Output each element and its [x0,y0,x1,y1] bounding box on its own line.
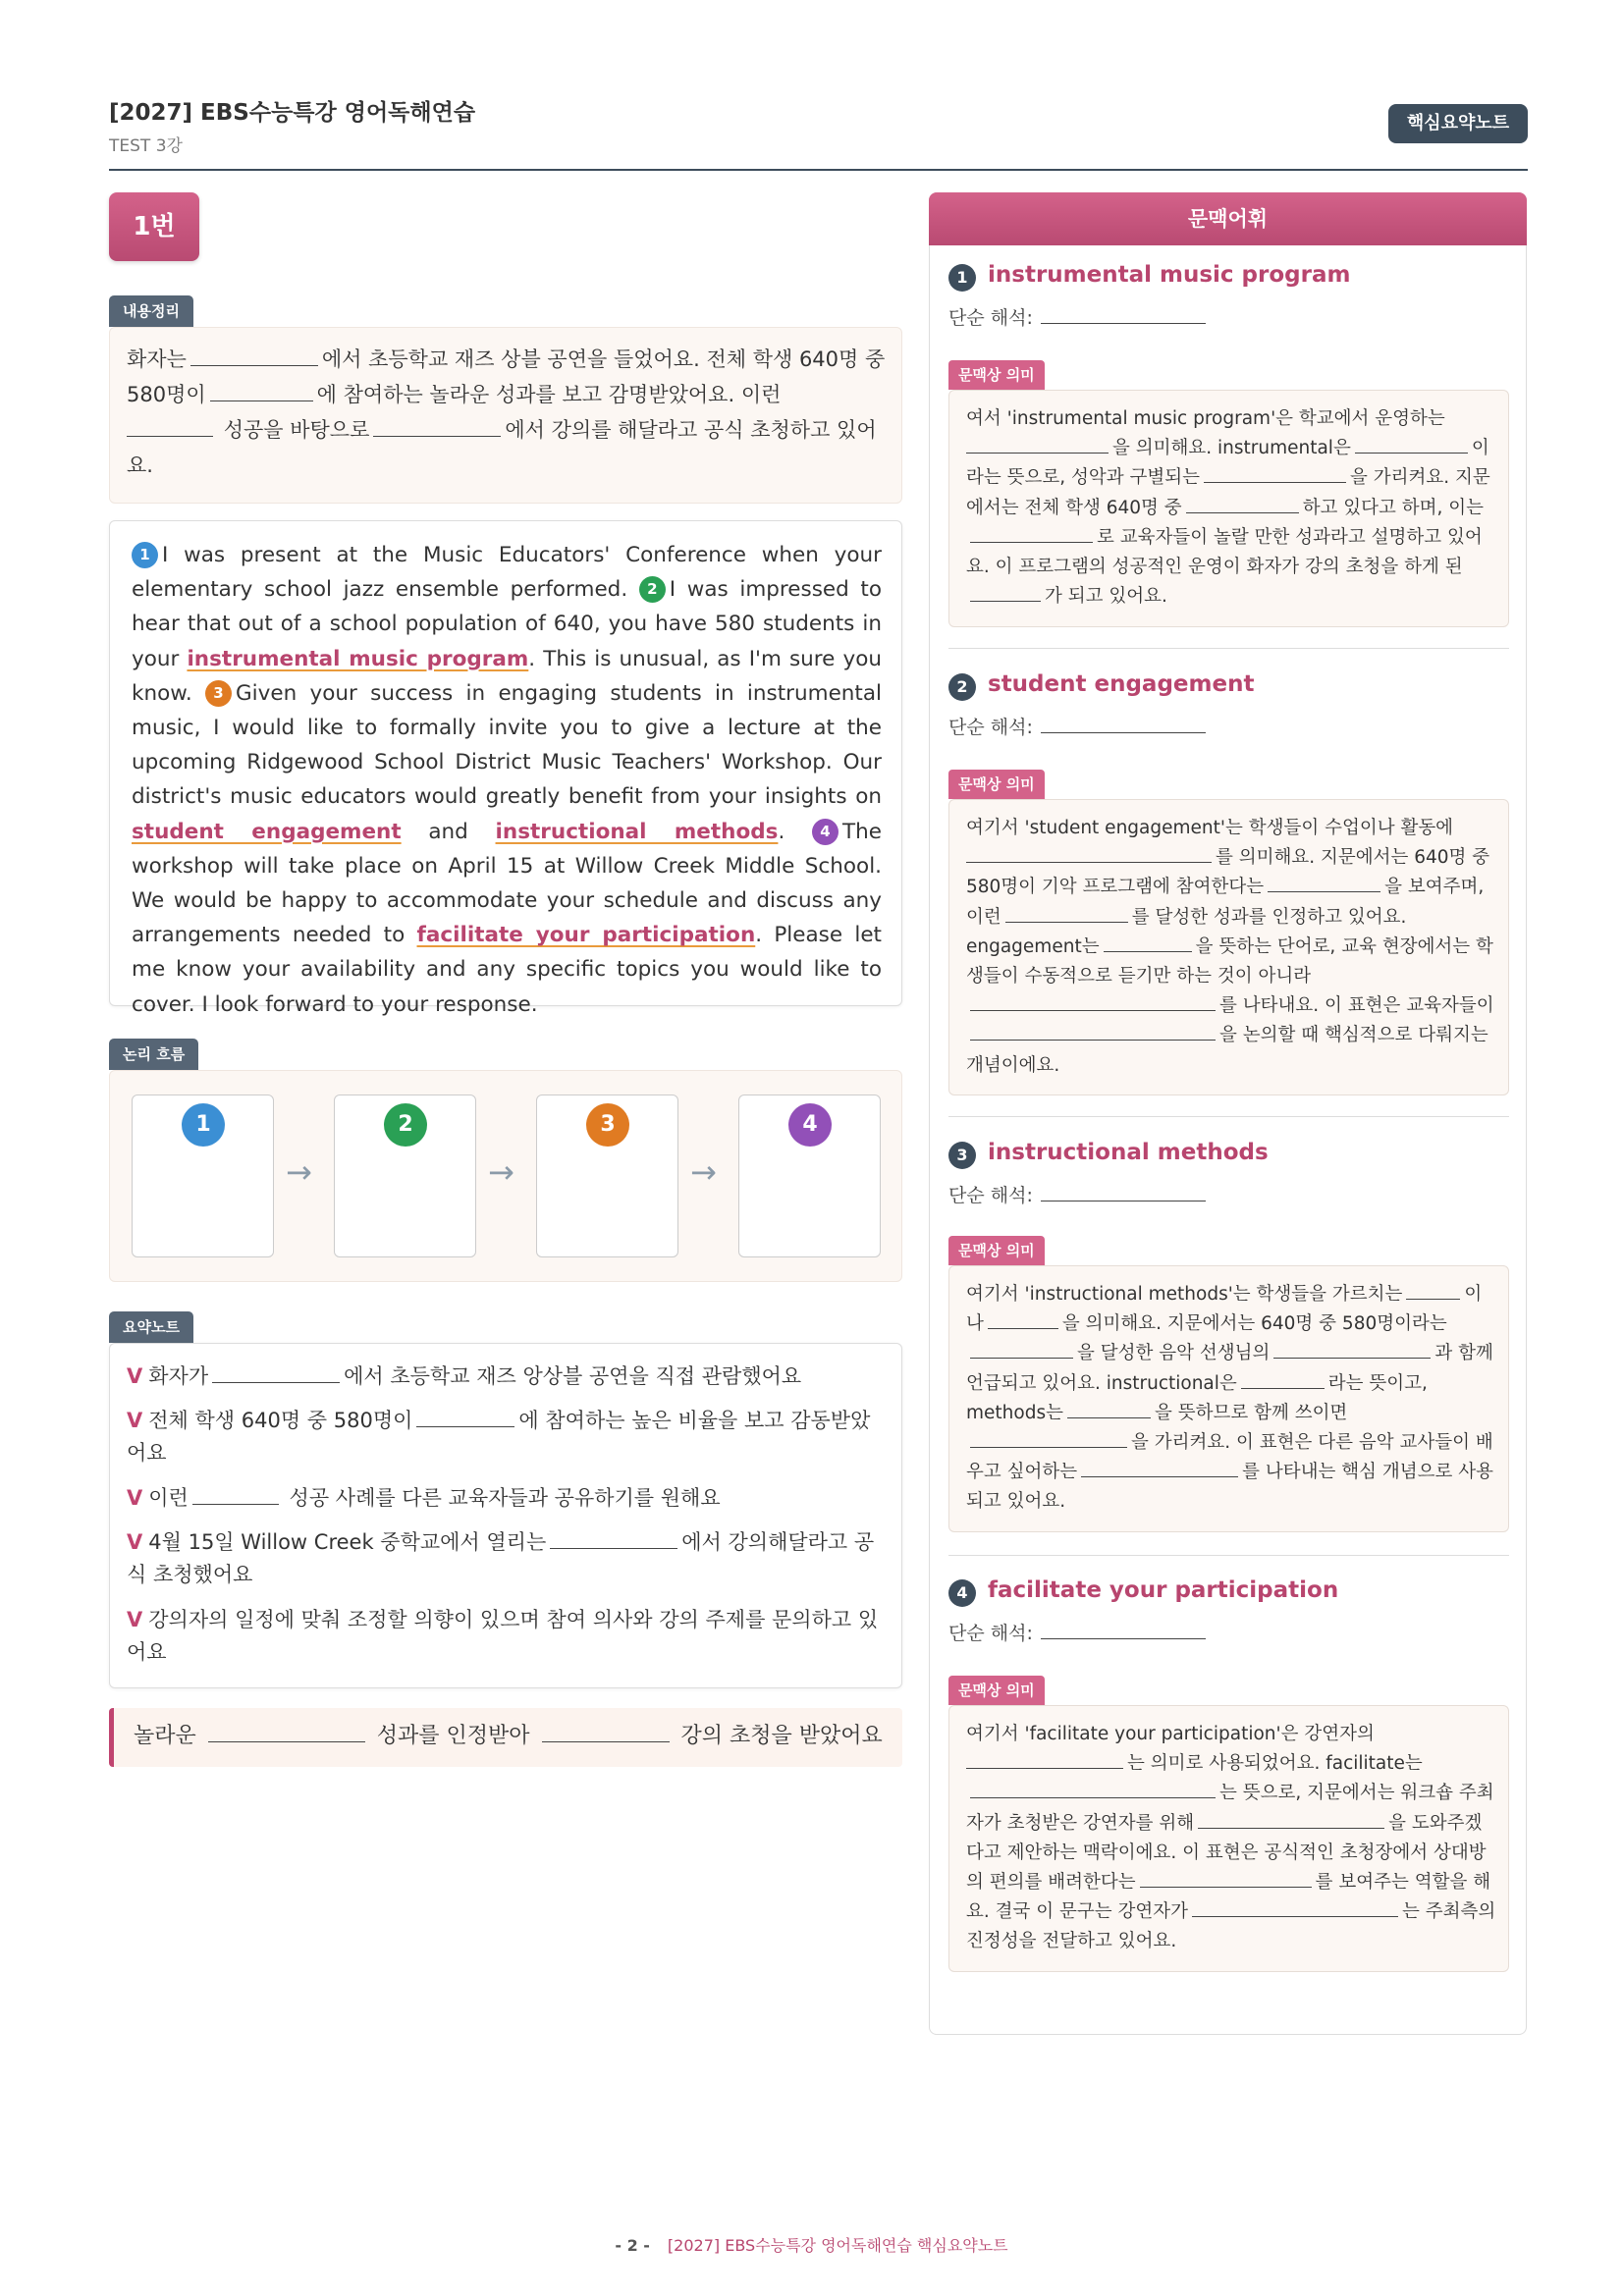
blank[interactable] [1198,1809,1384,1828]
page-footer [0,2233,1623,2256]
blank[interactable] [190,345,318,366]
flow-step-number-2: 2 [384,1103,427,1147]
blank[interactable] [970,1022,1216,1041]
sentence-number-1: 1 [132,542,158,568]
blank[interactable] [1192,1898,1398,1917]
blank[interactable] [966,1750,1123,1769]
flow-step-number-3: 3 [586,1103,629,1147]
blank[interactable] [127,415,213,437]
sentence-number-3: 3 [205,680,232,707]
context-meaning-text-2: 여기서 'student engagement'는 학생들이 수업이나 활동에 를 의미해요. 지문에서는 640명 중 580명이 기악 프로그램에 참여한다는 을 보여주며, 이런 를 달성한 성과를 인정하고 있어요. engagement는 을 뜻하는 단어로, 교육 현장에서는 학생들이 수동적으로 듣기만 하는 것이 아니라를 나타내요. 이 표현은 교육자들이을 논의할 때 핵심적으로 다뤄지는 개념이에요. [966,818,1494,1076]
flow-arrow-icon: → [690,1153,717,1191]
context-meaning-tag: 문맥상 의미 [948,1676,1045,1705]
flow-step-number-1: 1 [182,1103,225,1147]
simple-translation-4: 단순 해석: [948,1619,1210,1645]
blank[interactable] [1268,874,1380,892]
highlight-instructional-methods: instructional methods [495,819,779,844]
question-number-badge: 1번 [109,192,199,261]
context-meaning-tag: 문맥상 의미 [948,1236,1045,1265]
blank[interactable] [966,435,1109,454]
simple-translation-2: 단순 해석: [948,713,1210,739]
blank[interactable] [550,1527,677,1549]
document-subtitle: TEST 3강 [109,136,183,156]
logic-flow-tag: 논리 흐름 [109,1039,198,1070]
blank[interactable] [1081,1459,1238,1477]
passage-text: 1 I was present at the Music Educators' Conference when your elementary school jazz ensemble performed. 2 I was impressed to hear that out of a school population of 640, you have 580 students in your instrumental music program. This is unusual, as I'm sure you know. 3 Given your success in engaging students in instrumental music, I would like to formally invite you to give a lecture at the upcoming Ridgewood School District Music Teachers' Workshop. Our district's music educators would greatly benefit from your insights on student engagement and instructional methods. 4 The workshop will take place on April 15 at Willow Creek Middle School. We would be happy to accommodate your schedule and discuss any arrangements needed to facilitate your participation. Please let me know your availability and any specific topics you would like to cover. I look forward to your response. [132,543,882,1017]
footer-text: [2027] EBS수능특강 영어독해연습 핵심요약노트 [667,2236,1008,2255]
vocab-number-2: 2 [948,673,976,701]
blank[interactable] [373,415,501,437]
blank[interactable] [1104,933,1192,951]
vocab-term-1: instrumental music program [988,262,1351,288]
blank[interactable] [970,1780,1216,1798]
blank[interactable] [1140,1869,1312,1888]
blank[interactable] [970,583,1041,602]
blank[interactable] [1067,1399,1151,1417]
blank[interactable] [970,1429,1127,1448]
blank[interactable] [1241,1369,1325,1388]
blank[interactable] [210,380,313,401]
simple-translation-1: 단순 해석: [948,303,1210,330]
summary-note-item: V 전체 학생 640명 중 580명이 에 참여하는 높은 비율을 보고 감동받았어요 [127,1405,883,1469]
context-meaning-text-1: 여서 'instrumental music program'은 학교에서 운영하는 을 의미해요. instrumental은 이라는 뜻으로, 성악과 구별되는 을 가리켜요. 지문에서는 전체 학생 640명 중 하고 있다고 하며, 이는로 교육자들이 놀랄 만한 성과라고 설명하고 있어요. 이 프로그램의 성공적인 운영이 화자가 강의 초청을 하게 된가 되고 있어요. [966,408,1490,608]
blank[interactable] [192,1483,279,1505]
vocab-panel-title: 문맥어휘 [929,192,1527,245]
context-meaning-tag: 문맥상 의미 [948,360,1045,390]
vocab-term-2: student engagement [988,671,1255,697]
blank[interactable] [542,1720,670,1742]
flow-step-number-4: 4 [788,1103,832,1147]
final-summary-text: 놀라운 성과를 인정받아 강의 초청을 받았어요 [134,1717,883,1756]
simple-translation-3: 단순 해석: [948,1181,1210,1207]
blank[interactable] [212,1362,340,1383]
sentence-number-4: 4 [812,819,839,845]
vocab-number-4: 4 [948,1579,976,1607]
page-number: - 2 - [615,2236,650,2255]
document-title: [2027] EBS수능특강 영어독해연습 [109,100,476,126]
blank[interactable] [208,1720,365,1742]
blank[interactable] [1041,304,1206,324]
blank[interactable] [1041,1182,1206,1201]
vocab-number-1: 1 [948,264,976,292]
blank[interactable] [970,1340,1073,1359]
header-divider [109,169,1528,171]
vocab-separator [948,1555,1509,1556]
blank[interactable] [416,1406,514,1427]
vocab-separator [948,1116,1509,1117]
summary-note-item: V 4월 15일 Willow Creek 중학교에서 열리는 에서 강의해달라고 공식 초청했어요 [127,1526,883,1591]
blank[interactable] [1273,1340,1431,1359]
blank[interactable] [970,523,1093,542]
blank[interactable] [1041,1620,1206,1639]
blank[interactable] [1041,714,1206,733]
blank[interactable] [1005,903,1128,922]
vocab-separator [948,648,1509,649]
context-meaning-text-4: 여기서 'facilitate your participation'은 강연자의 는 의미로 사용되었어요. facilitate는는 뜻으로, 지문에서는 워크숍 주최자가 초청받은 강연자를 위해 을 도와주겠다고 제안하는 맥락이에요. 이 표현은 공식적인 초청장에서 상대방의 편의를 배려한다는 를 보여주는 역할을 해요. 결국 이 문구는 강연자가 는 주최측의 진정성을 전달하고 있어요. [966,1724,1496,1952]
blank[interactable] [1204,464,1346,483]
flow-arrow-icon: → [488,1153,514,1191]
blank[interactable] [988,1310,1058,1329]
summary-note-item: V 이런 성공 사례를 다른 교육자들과 공유하기를 원해요 [127,1482,883,1515]
blank[interactable] [966,844,1212,863]
summary-note-item: V 강의자의 일정에 맞춰 조정할 의향이 있으며 참여 의사와 강의 주제를 문의하고 있어요 [127,1608,879,1664]
header-badge: 핵심요약노트 [1388,104,1528,143]
highlight-instrumental-music-program: instrumental music program [187,646,529,671]
context-meaning-tag: 문맥상 의미 [948,770,1045,799]
summary-note-tag: 요약노트 [109,1311,193,1343]
sentence-number-2: 2 [639,576,666,603]
blank[interactable] [1186,494,1299,512]
content-summary-tag: 내용정리 [109,295,193,327]
summary-note-item: V 화자가 에서 초등학교 재즈 앙상블 공연을 직접 관람했어요 [127,1361,883,1393]
content-summary-text: 화자는 에서 초등학교 재즈 상블 공연을 들었어요. 전체 학생 640명 중 580명이 에 참여하는 놀라운 성과를 보고 감명받았어요. 이런 성공을 바탕으로 에서 강의를 해달라고 공식 초청하고 있어요. [127,342,893,483]
blank[interactable] [1355,435,1468,454]
blank[interactable] [970,992,1216,1011]
vocab-term-3: instructional methods [988,1140,1269,1165]
highlight-facilitate-your-participation: facilitate your participation [416,923,756,948]
highlight-student-engagement: student engagement [132,819,402,844]
blank[interactable] [1406,1281,1460,1300]
vocab-term-4: facilitate your participation [988,1577,1339,1603]
flow-arrow-icon: → [286,1153,312,1191]
context-meaning-text-3: 여기서 'instructional methods'는 학생들을 가르치는 이나 을 의미해요. 지문에서는 640명 중 580명이라는을 달성한 음악 선생님의 과 함께 언급되고 있어요. instructional은 라는 뜻이고, methods는 을 뜻하므로 함께 쓰이면을 가리켜요. 이 표현은 다른 음악 교사들이 배우고 싶어하는 를 나타내는 핵심 개념으로 사용되고 있어요. [966,1280,1496,1518]
vocab-number-3: 3 [948,1142,976,1169]
